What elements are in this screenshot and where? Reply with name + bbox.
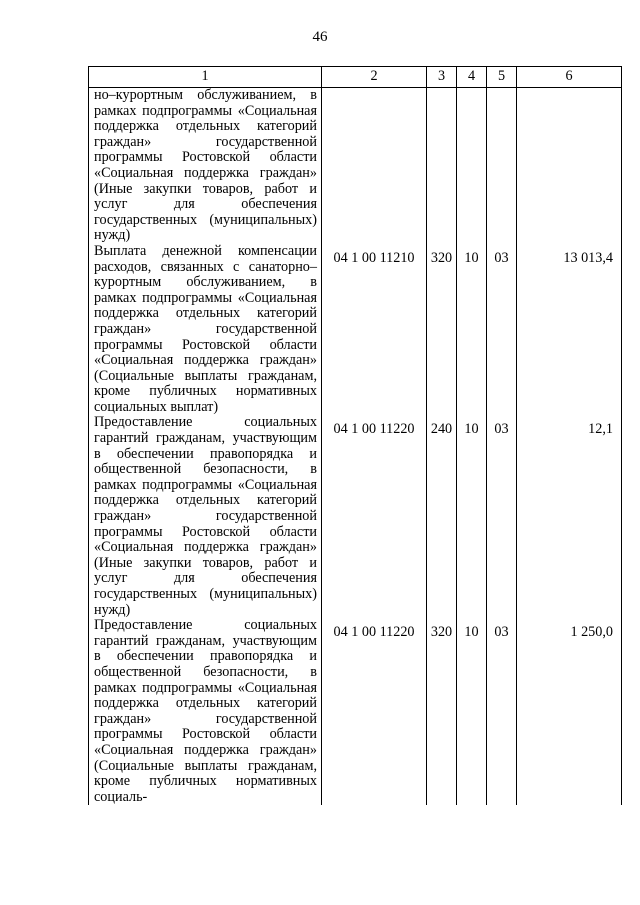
target-code-cell: 04 1 00 11220 xyxy=(322,618,427,805)
subsection-cell: 03 xyxy=(487,244,517,416)
description-text: Предоставление социальных гарантий гражданам, участвующим в обеспечении правопорядка и общественной безопасности, в рамках подпрограммы «Социальная поддержка отдельных категорий граждан» государственной программы Ростовской области «Социальная поддержка граждан» (Иные закупки товаров, работ и услуг для обеспечения государственных (муниципальных) нужд) xyxy=(94,414,317,618)
amount-cell: 12,1 xyxy=(517,415,622,618)
expense-type-cell: 320 xyxy=(427,618,457,805)
target-code-cell xyxy=(322,88,427,244)
section-cell: 10 xyxy=(457,415,487,618)
target-code-cell: 04 1 00 11210 xyxy=(322,244,427,416)
row-description xyxy=(89,88,322,244)
amount-cell xyxy=(517,88,622,244)
description-text: но–курортным обслуживанием, в рамках подпрограммы «Социальная поддержка отдельных категорий граждан» государственной программы Ростовской области «Социальная поддержка граждан» (Иные закупки товаров, работ и услуг для обеспечения государственных (муниципальных) нужд) xyxy=(94,87,317,244)
budget-table xyxy=(88,66,622,805)
amount-cell: 1 250,0 xyxy=(517,618,622,805)
description-text: Предоставление социальных гарантий гражданам, участвующим в обеспечении правопорядка и общественной безопасности, в рамках подпрограммы «Социальная поддержка отдельных категорий граждан» государственной программы Ростовской области «Социальная поддержка граждан» (Социальные выплаты гражданам, кроме публичных нормативных социаль- xyxy=(94,617,317,805)
table-row xyxy=(89,88,622,244)
row-description xyxy=(89,618,322,805)
table-row xyxy=(89,415,622,618)
col-header-subsection: 5 xyxy=(487,67,517,88)
col-header-expense-type: 3 xyxy=(427,67,457,88)
table-row xyxy=(89,244,622,416)
section-cell: 10 xyxy=(457,618,487,805)
header-row xyxy=(89,67,622,88)
table-row xyxy=(89,618,622,805)
section-cell: 10 xyxy=(457,244,487,416)
subsection-cell: 03 xyxy=(487,618,517,805)
section-cell xyxy=(457,88,487,244)
col-header-description: 1 xyxy=(89,67,322,88)
col-header-amount: 6 xyxy=(517,67,622,88)
expense-type-cell xyxy=(427,88,457,244)
expense-type-cell: 240 xyxy=(427,415,457,618)
expense-type-cell: 320 xyxy=(427,244,457,416)
description-text: Выплата денежной компенсации расходов, связанных с санаторно–курортным обслуживанием, в рамках подпрограммы «Социальная поддержка отдельных категорий граждан» государственной программы Ростовской области «Социальная поддержка граждан» (Социальные выплаты гражданам, кроме публичных нормативных социальных выплат) xyxy=(94,242,317,415)
col-header-section: 4 xyxy=(457,67,487,88)
subsection-cell: 03 xyxy=(487,415,517,618)
col-header-target-code: 2 xyxy=(322,67,427,88)
subsection-cell xyxy=(487,88,517,244)
page-number: 46 xyxy=(312,29,328,45)
target-code-cell: 04 1 00 11220 xyxy=(322,415,427,618)
row-description xyxy=(89,415,322,618)
row-description xyxy=(89,244,322,416)
amount-cell: 13 013,4 xyxy=(517,244,622,416)
